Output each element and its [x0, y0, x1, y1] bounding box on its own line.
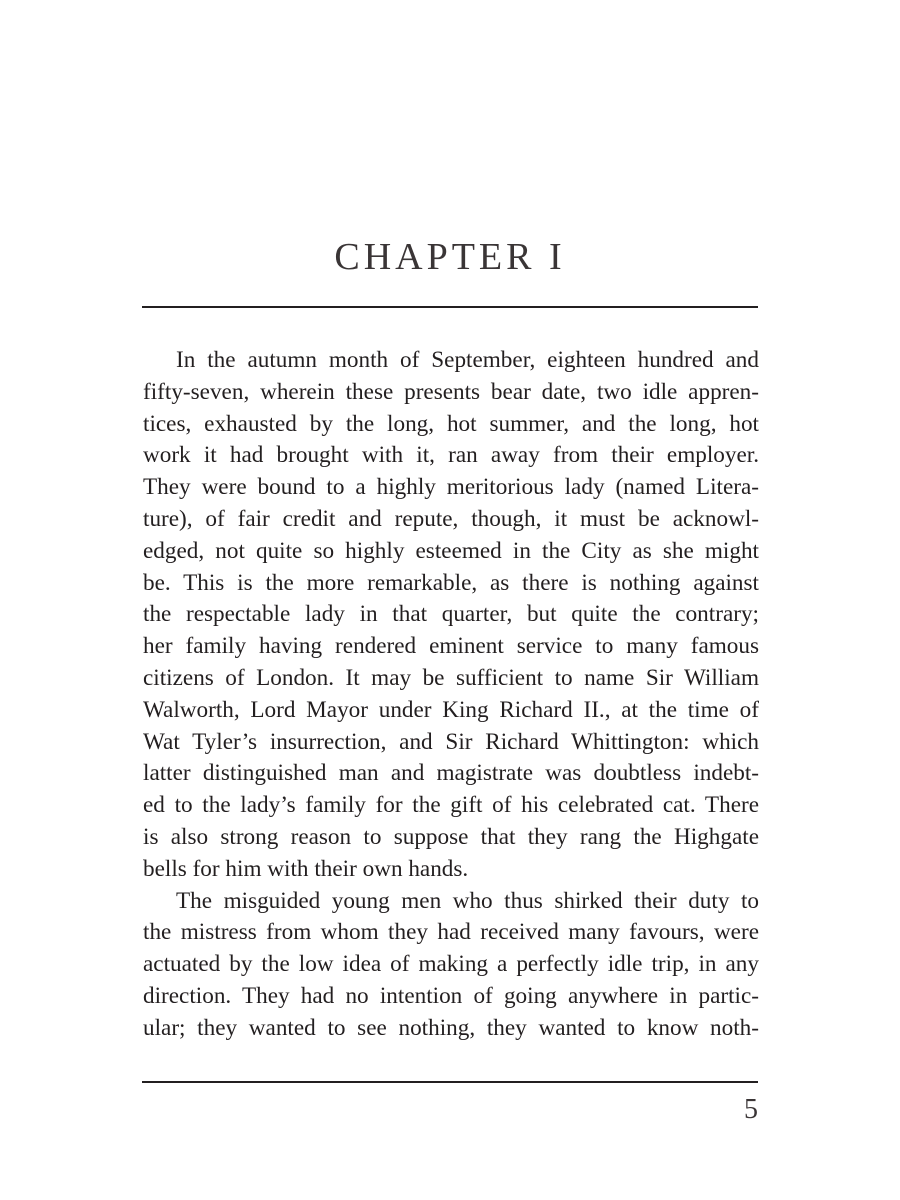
text-line: the mistress from whom they had received many favours, were: [143, 919, 759, 946]
text-line: work it had brought with it, ran away from their employer.: [143, 442, 759, 469]
text-line: is also strong reason to suppose that they rang the Highgate: [143, 823, 759, 850]
text-line: edged, not quite so highly esteemed in the City as she might: [143, 537, 759, 564]
body-text: [143, 345, 759, 1045]
text-line: ed to the lady’s family for the gift of his celebrated cat. There: [143, 792, 759, 819]
text-line: They were bound to a highly meritorious lady (named Litera-: [143, 474, 759, 501]
text-line: actuated by the low idea of making a perfectly idle trip, in any: [143, 951, 759, 978]
text-line: In the autumn month of September, eighteen hundred and: [176, 347, 759, 373]
paragraph-2: [143, 886, 759, 1045]
text-line: The misguided young men who thus shirked their duty to: [176, 887, 759, 914]
text-line: direction. They had no intention of going anywhere in partic-: [143, 982, 759, 1009]
text-line: be. This is the more remarkable, as there is nothing against: [143, 569, 759, 596]
text-line: bells for him with their own hands.: [143, 855, 469, 882]
text-line: ture), of fair credit and repute, though, it must be acknowl-: [143, 505, 759, 532]
top-rule: [142, 306, 758, 308]
text-line: tices, exhausted by the long, hot summer, and the long, hot: [143, 410, 759, 437]
bottom-rule: [142, 1081, 758, 1083]
text-line: latter distinguished man and magistrate was doubtless indebt-: [143, 760, 759, 787]
text-line: fifty-seven, wherein these presents bear date, two idle appren-: [143, 378, 759, 405]
text-line: Walworth, Lord Mayor under King Richard II., at the time of: [143, 696, 759, 723]
text-line: citizens of London. It may be sufficient to name Sir William: [143, 664, 759, 691]
paragraph-1: [143, 345, 759, 886]
chapter-title: CHAPTER I: [334, 236, 566, 278]
text-line: her family having rendered eminent service to many famous: [143, 633, 759, 660]
text-line: the respectable lady in that quarter, but quite the contrary;: [143, 601, 759, 628]
text-line: Wat Tyler’s insurrection, and Sir Richard Whittington: which: [143, 728, 759, 755]
page-number: 5: [744, 1094, 758, 1125]
text-line: ular; they wanted to see nothing, they wanted to know noth-: [143, 1014, 759, 1041]
